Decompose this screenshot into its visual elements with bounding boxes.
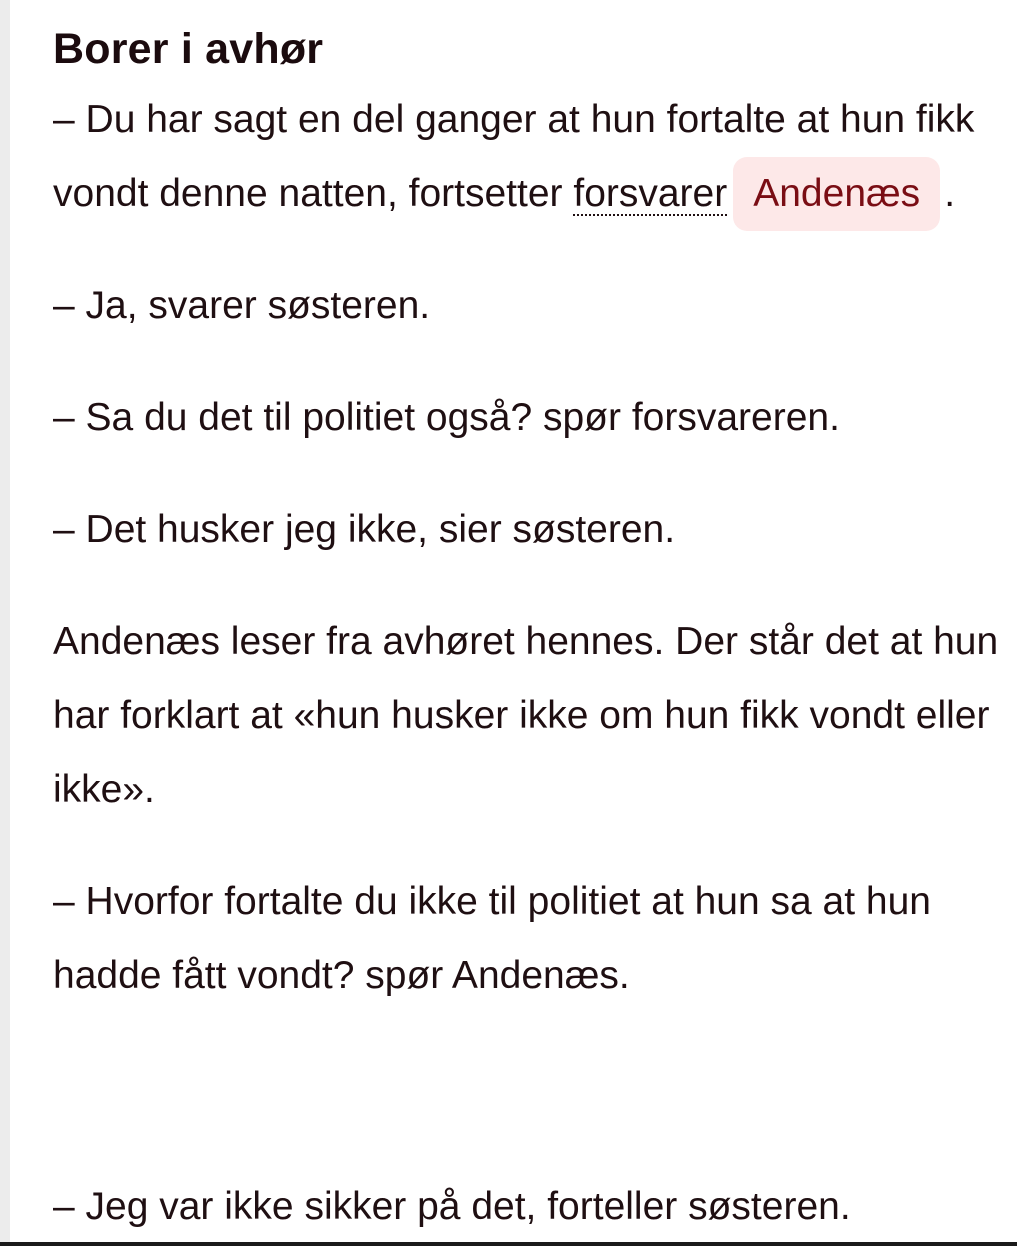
- paragraph-1-text: – Du har sagt en del ganger at hun fortalte at hun fikk vondt denne natten, fortsetter: [53, 98, 975, 215]
- paragraph-4: – Det husker jeg ikke, sier søsteren.: [53, 508, 676, 551]
- bottom-edge: [0, 1242, 1017, 1246]
- paragraph-5: Andenæs leser fra avhøret hennes. Der står det at hun har forklart at «hun husker ikke om hun fikk vondt eller ikke».: [53, 620, 999, 811]
- paragraph-1: [53, 83, 1003, 231]
- article-body: [53, 18, 1003, 1013]
- paragraph-6: – Hvorfor fortalte du ikke til politiet at hun sa at hun hadde fått vondt? spør Andenæs.: [53, 880, 931, 997]
- paragraph-7: – Jeg var ikke sikker på det, forteller søsteren.: [53, 1185, 851, 1228]
- left-border: [0, 0, 10, 1246]
- paragraph-2: – Ja, svarer søsteren.: [53, 284, 431, 327]
- paragraph-1-end: .: [944, 172, 956, 215]
- paragraph-3: – Sa du det til politiet også? spør forsvareren.: [53, 396, 840, 439]
- section-heading: Borer i avhør: [53, 25, 324, 73]
- glossary-term-forsvarer[interactable]: forsvarer: [573, 172, 728, 215]
- person-link-andenaes[interactable]: Andenæs: [733, 157, 940, 231]
